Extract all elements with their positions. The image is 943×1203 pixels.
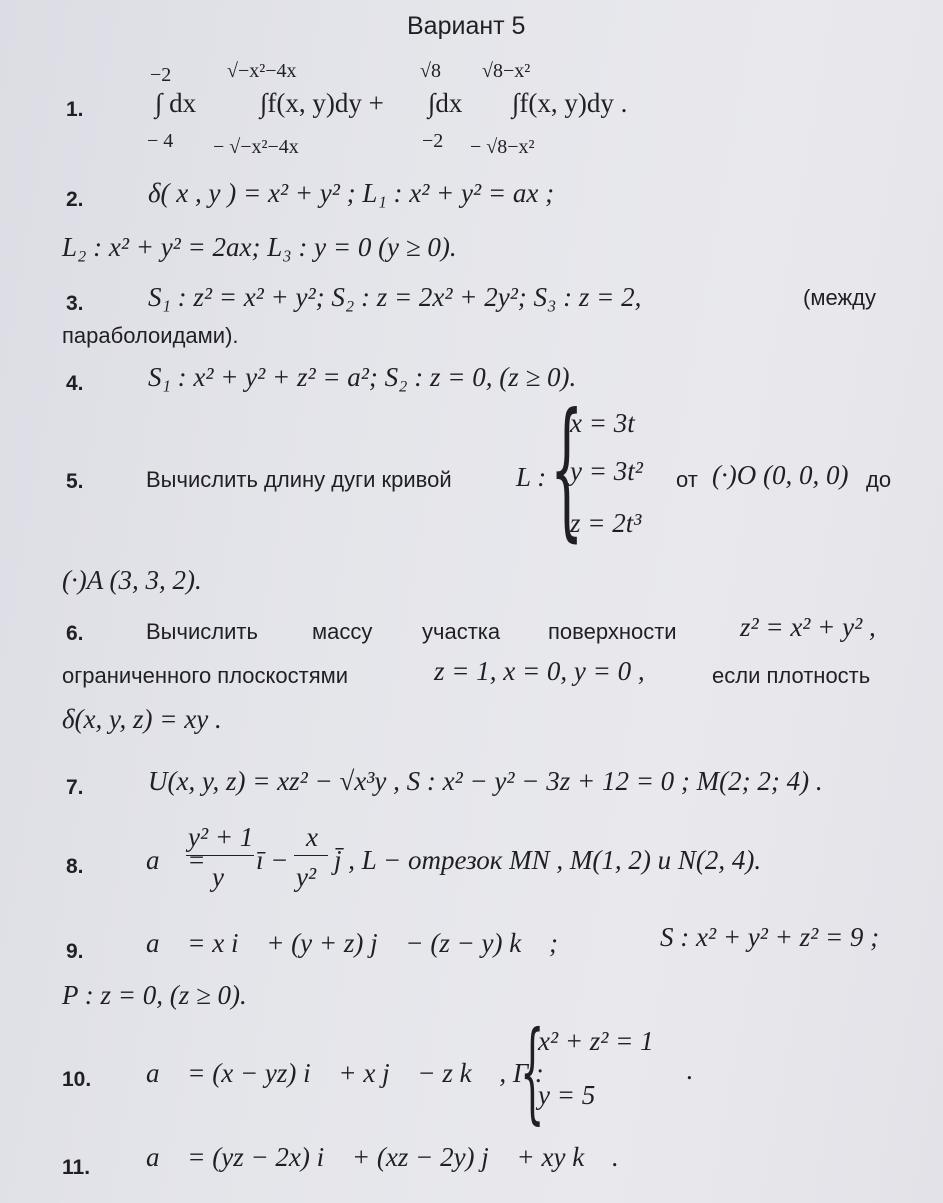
problem-8-vector-a: a⃗ = — [146, 845, 206, 875]
problem-5-point-o: (·)O (0, 0, 0) — [712, 460, 849, 490]
problem-5-system-eq-3: z = 2t³ — [570, 508, 642, 538]
problem-3-between-text: (между — [803, 285, 876, 310]
problem-10-brace: { — [520, 1007, 545, 1135]
problem-7-line: U(x, y, z) = xz² − √x³y , S : x² − y² − 3z + 12 = 0 ; M(2; 2; 4) . — [148, 766, 823, 796]
problem-6-word-4: поверхности — [548, 619, 677, 644]
problem-3-number: 3. — [66, 292, 84, 315]
problem-6-line-2b: z = 1, x = 0, y = 0 , — [434, 656, 645, 686]
problem-3-line-2: параболоидами). — [62, 323, 239, 348]
page-title: Вариант 5 — [407, 12, 526, 40]
problem-8-frac1-num: y² + 1 — [188, 822, 254, 852]
problem-10-line: a⃗ = (x − yz) i⃗ + x j⃗ − z k⃗ , Γ : — [146, 1058, 544, 1088]
problem-1-number: 1. — [66, 98, 84, 121]
problem-2-line-1: δ( x , y ) = x² + y² ; L₁ : x² + y² = ax ; — [148, 178, 555, 208]
problem-1-int1-dx: ∫ dx — [155, 88, 197, 118]
problem-6-number: 6. — [66, 622, 84, 645]
problem-8-rest: j̄ , L − отрезок MN , M(1, 2) и N(2, 4). — [334, 845, 762, 875]
problem-6-density: δ(x, y, z) = xy . — [62, 704, 222, 734]
problem-5-to-text: до — [866, 467, 892, 492]
problem-1-inner2-lower: − √8−x² — [470, 136, 535, 158]
problem-4-number: 4. — [66, 372, 84, 395]
problem-1-inner2-upper: √8−x² — [482, 60, 531, 82]
problem-6-word-2: массу — [312, 619, 373, 644]
problem-9-line-1: a⃗ = x i⃗ + (y + z) j⃗ − (z − y) k⃗ ; — [146, 928, 559, 958]
problem-5-curve-label: L : — [516, 462, 547, 492]
problem-5-from-text: от — [676, 467, 698, 492]
problem-2-number: 2. — [66, 188, 84, 211]
problem-6-word-1: Вычислить — [146, 619, 258, 644]
problem-11-number: 11. — [62, 1156, 91, 1179]
problem-1-int2-lower: −2 — [422, 130, 444, 152]
problem-8-frac1-bar — [186, 855, 254, 856]
problem-6-word-3: участка — [422, 619, 501, 644]
problem-1-int1-lower: − 4 — [147, 130, 174, 152]
problem-5-text: Вычислить длину дуги кривой — [146, 467, 452, 492]
problem-10-number: 10. — [62, 1068, 92, 1091]
problem-5-point-a: (·)A (3, 3, 2). — [62, 565, 202, 595]
problem-9-number: 9. — [66, 940, 84, 963]
problem-8-frac2-den: y² — [296, 862, 317, 892]
problem-1-int1-body: ∫f(x, y)dy + — [260, 88, 384, 118]
problem-1-int2-dx: ∫dx — [428, 88, 463, 118]
problem-1-int1-upper: −2 — [150, 64, 172, 86]
problem-10-system-eq-1: x² + z² = 1 — [538, 1026, 654, 1056]
problem-8-frac1-den: y — [212, 862, 224, 892]
problem-1-inner-lower: − √−x²−4x — [213, 136, 299, 158]
problem-1-int2-upper: √8 — [420, 60, 441, 82]
problem-1-inner-upper: √−x²−4x — [227, 60, 297, 82]
problem-5-brace: { — [550, 382, 584, 556]
problem-8-number: 8. — [66, 855, 84, 878]
problem-9-sphere: S : x² + y² + z² = 9 ; — [660, 922, 880, 952]
problem-6-surface-eq: z² = x² + y² , — [740, 612, 876, 642]
problem-5-number: 5. — [66, 470, 84, 493]
problem-10-period: . — [686, 1055, 693, 1085]
problem-5-system-eq-1: x = 3t — [570, 408, 635, 438]
problem-11-line: a⃗ = (yz − 2x) i⃗ + (xz − 2y) j⃗ + xy k⃗ . — [146, 1142, 619, 1172]
problem-5-system-eq-2: y = 3t² — [570, 456, 643, 486]
problem-8-frac2-bar — [294, 855, 328, 856]
problem-2-line-2: L₂ : x² + y² = 2ax; L₃ : y = 0 (y ≥ 0). — [62, 232, 457, 262]
problem-4-line: S₁ : x² + y² + z² = a²; S₂ : z = 0, (z ≥ 0). — [148, 362, 577, 392]
problem-3-line-1: S₁ : z² = x² + y²; S₂ : z = 2x² + 2y²; S₃ : z = 2, — [148, 282, 642, 312]
problem-7-number: 7. — [66, 776, 84, 799]
problem-6-line-2a: ограниченного плоскостями — [62, 663, 349, 688]
problem-1-int2-body: ∫f(x, y)dy . — [512, 88, 628, 118]
problem-8-frac2-num: x — [306, 822, 318, 852]
problem-10-system-eq-2: y = 5 — [538, 1080, 596, 1110]
problem-9-line-2: P : z = 0, (z ≥ 0). — [62, 980, 247, 1010]
problem-6-line-2c: если плотность — [712, 663, 871, 688]
problem-8-i-term: ī − — [256, 845, 289, 875]
